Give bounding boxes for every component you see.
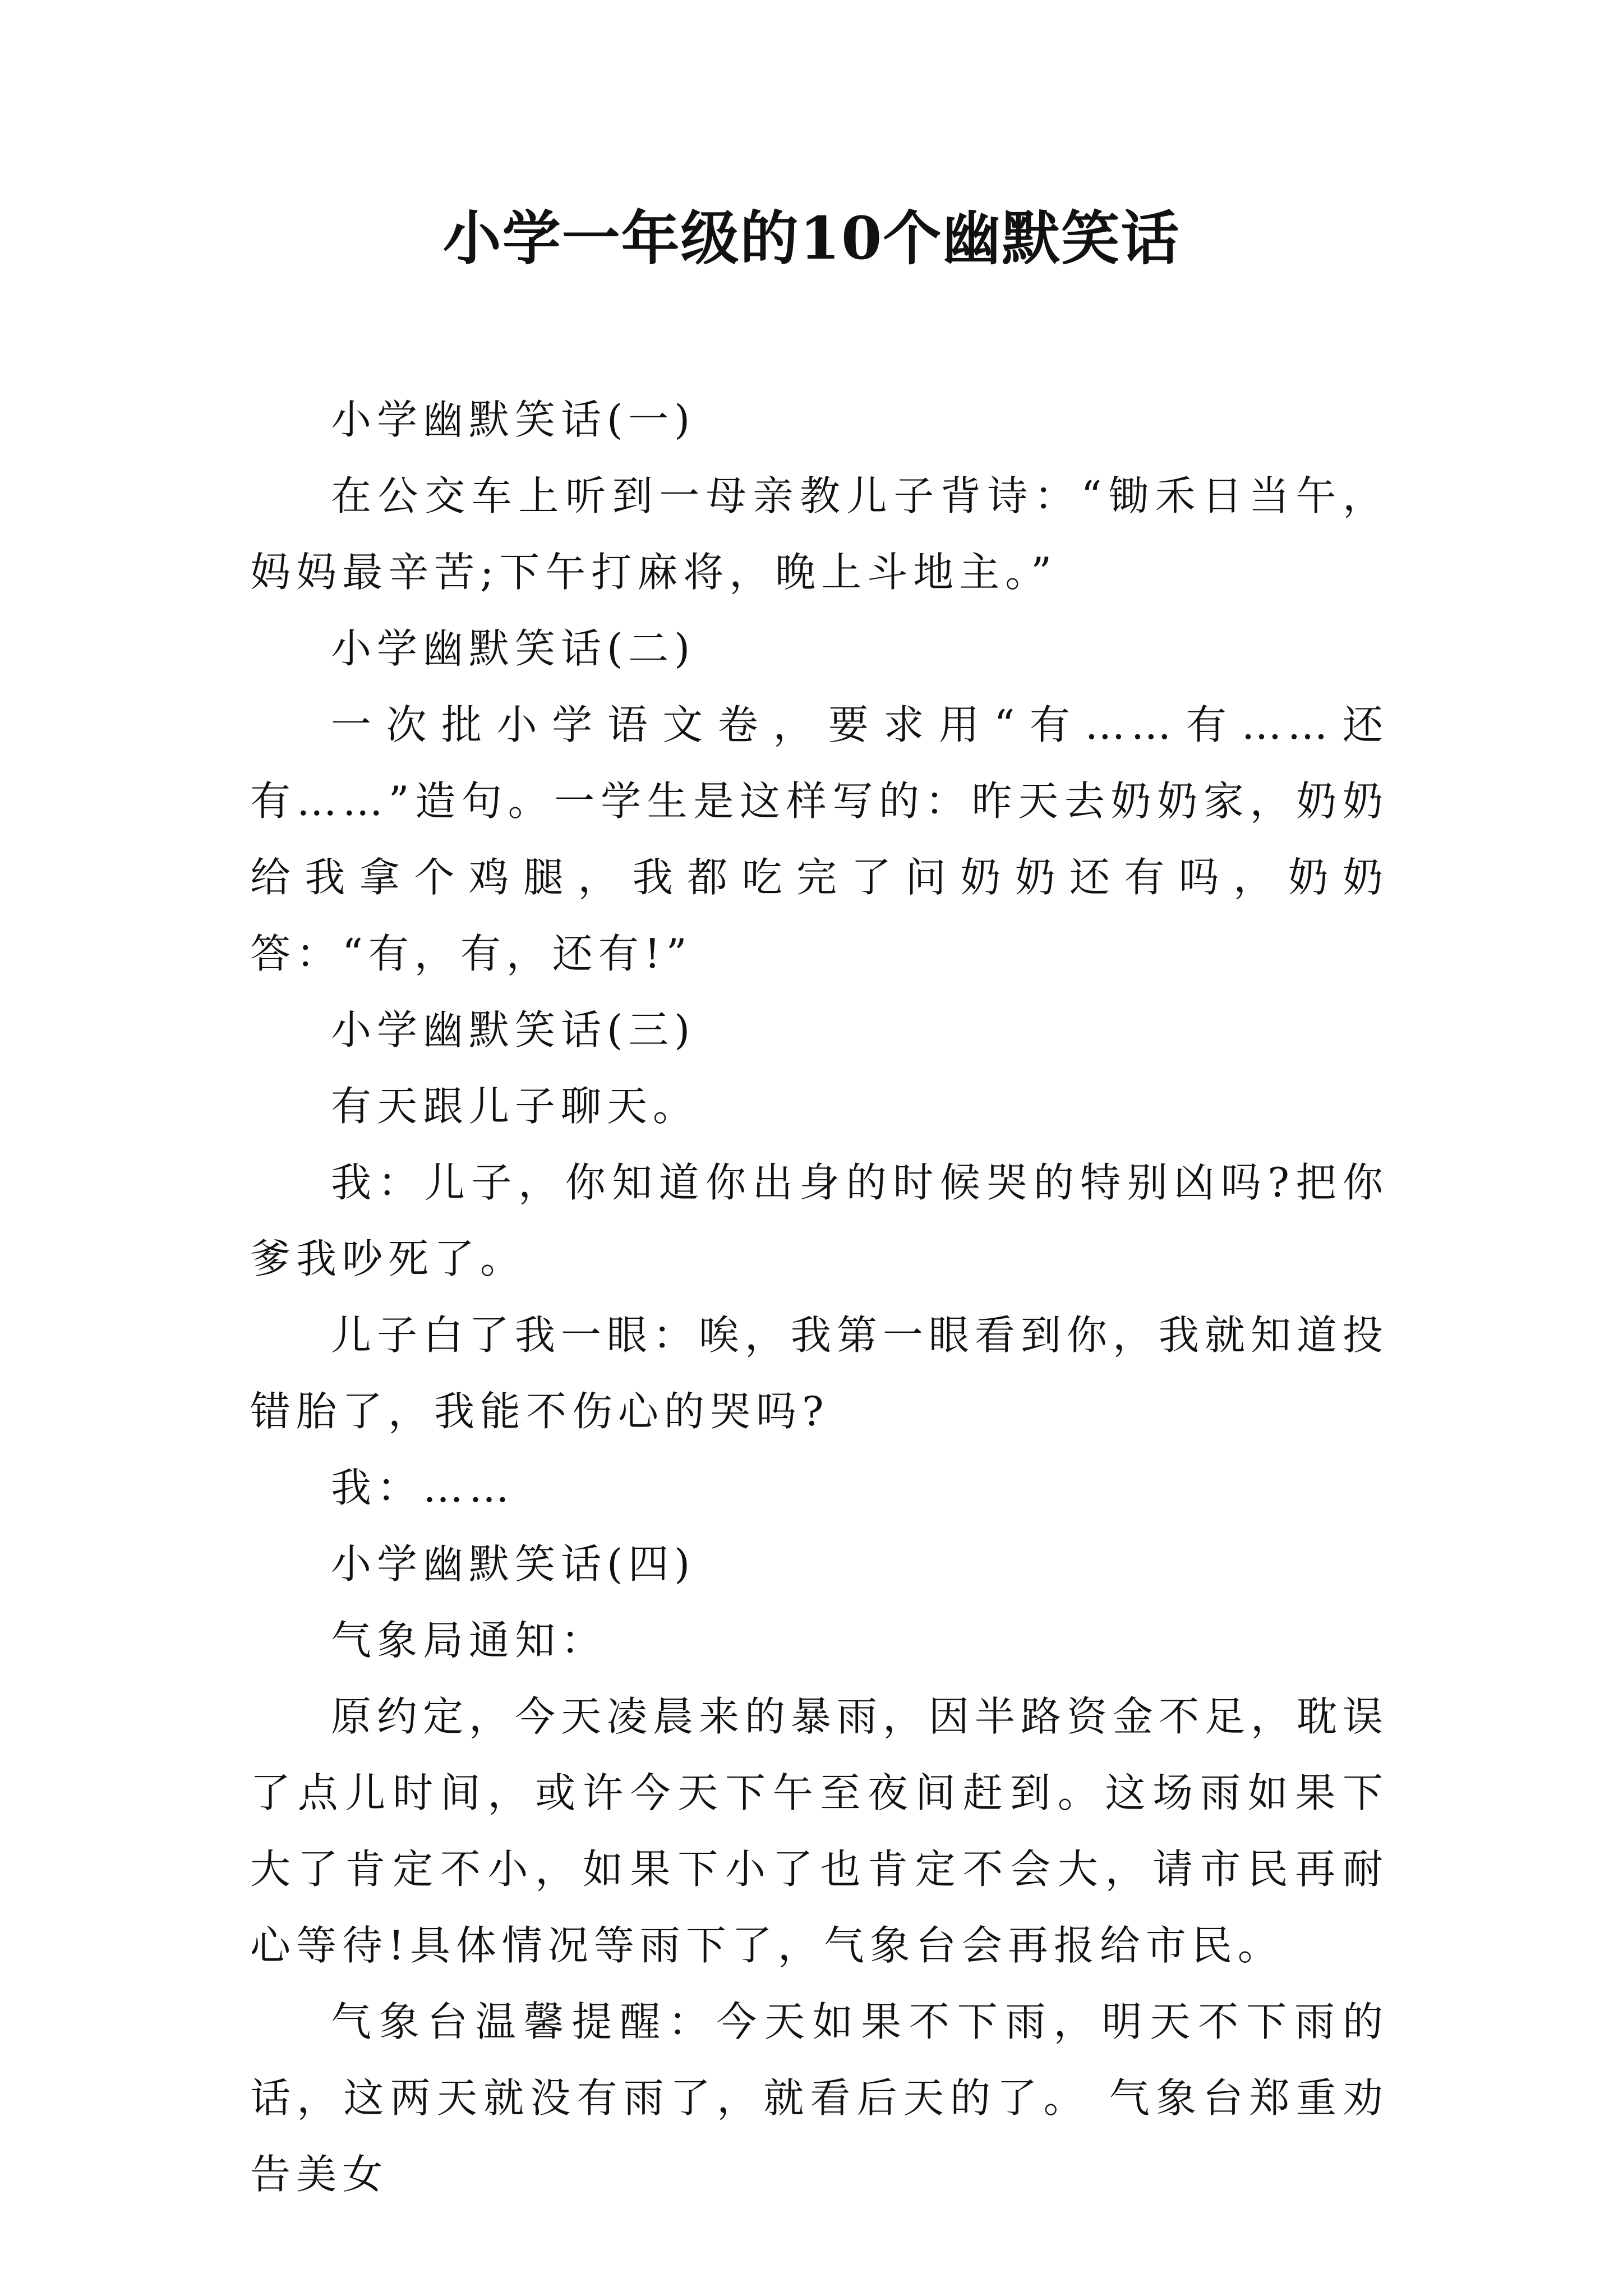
document-body [250, 381, 1389, 2212]
paragraph: 儿子白了我一眼：唉，我第一眼看到你，我就知道投错胎了，我能不伤心的哭吗? [250, 1312, 1389, 1435]
joke-heading-4: 小学幽默笑话(四) [331, 1540, 696, 1588]
joke-heading-3: 小学幽默笑话(三) [331, 1006, 696, 1053]
paragraph: 在公交车上听到一母亲教儿子背诗：“锄禾日当午，妈妈最辛苦;下午打麻将，晚上斗地主。” [250, 472, 1389, 596]
paragraph: 气象台温馨提醒：今天如果不下雨，明天不下雨的话，这两天就没有雨了，就看后天的了。 气象台郑重劝告美女 [250, 1998, 1389, 2198]
joke-heading-2: 小学幽默笑话(二) [331, 625, 696, 672]
paragraph: 气象局通知： [331, 1617, 607, 1664]
document-title: 小学一年级的10个幽默笑话 [442, 204, 1181, 273]
paragraph: 原约定，今天凌晨来的暴雨，因半路资金不足，耽误了点儿时间，或许今天下午至夜间赶到。这场雨如果下大了肯定不小，如果下小了也肯定不会大，请市民再耐心等待!具体情况等雨下了，气象台会再报给市民。 [250, 1693, 1389, 1969]
paragraph: 有天跟儿子聊天。 [331, 1083, 699, 1130]
paragraph: 一次批小学语文卷，要求用“有……有……还有……”造句。一学生是这样写的：昨天去奶奶家，奶奶给我拿个鸡腿，我都吃完了问奶奶还有吗，奶奶答：“有，有，还有!” [250, 701, 1389, 977]
joke-heading-1: 小学幽默笑话(一) [331, 396, 696, 443]
paragraph: 我：儿子，你知道你出身的时候哭的特别凶吗?把你爹我吵死了。 [250, 1159, 1389, 1282]
paragraph: 我：…… [331, 1464, 515, 1511]
